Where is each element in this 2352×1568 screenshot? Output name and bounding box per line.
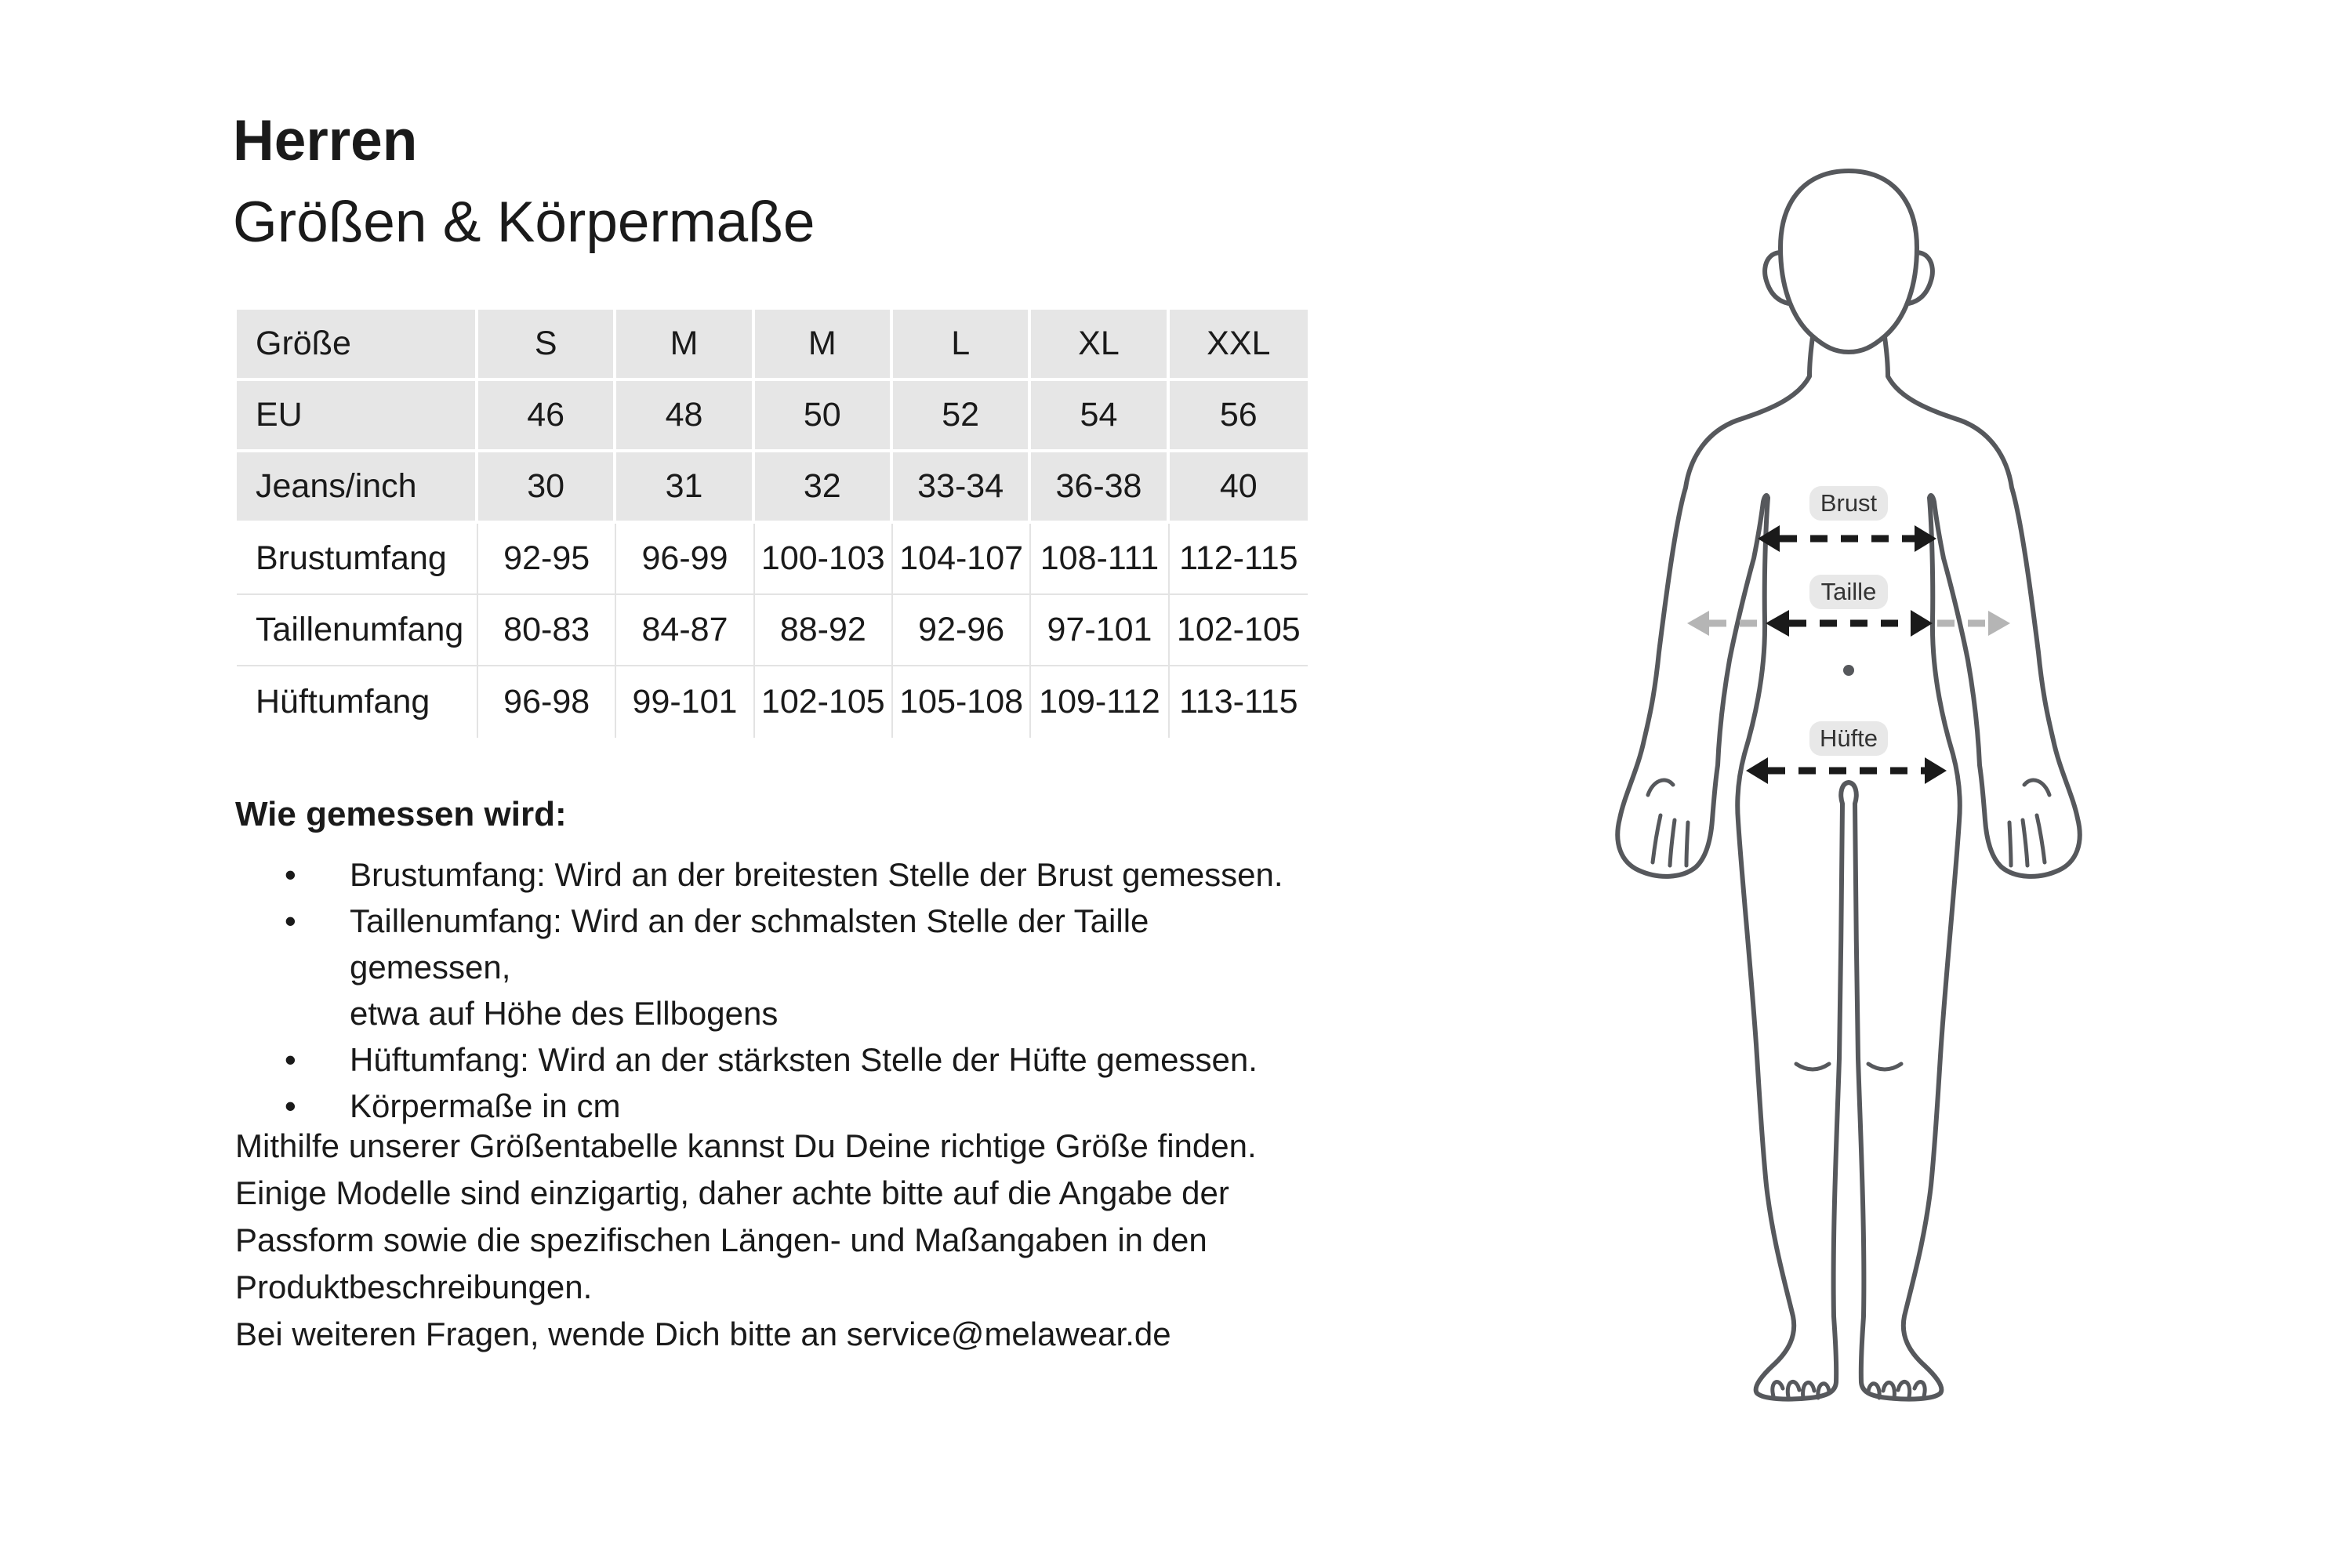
table-cell: 32 (755, 452, 893, 524)
bullet-icon: • (285, 856, 296, 893)
footer-line: Produktbeschreibungen. (235, 1269, 593, 1305)
chest-label: Brust (1820, 489, 1878, 517)
table-cell: 36-38 (1031, 452, 1169, 524)
table-header-s: S (478, 310, 616, 381)
row-label: Taillenumfang (237, 595, 478, 666)
footer-line: Einige Modelle sind einzigartig, daher achte bitte auf die Angabe der (235, 1174, 1229, 1211)
head-outline (1780, 171, 1917, 352)
list-item (259, 1036, 1294, 1083)
list-item (259, 898, 1294, 1036)
table-cell: 54 (1031, 381, 1169, 452)
row-label: EU (237, 381, 478, 452)
list-item (259, 851, 1294, 898)
table-cell: 88-92 (755, 595, 893, 666)
table-row (237, 666, 1308, 738)
table-header-l: L (893, 310, 1031, 381)
table-cell: 102-105 (755, 666, 893, 738)
table-cell: 100-103 (755, 524, 893, 595)
hip-label-pill (1809, 721, 1888, 756)
navel-dot (1843, 665, 1854, 676)
row-label: Hüftumfang (237, 666, 478, 738)
bullet-icon: • (285, 902, 296, 939)
row-label: Jeans/inch (237, 452, 478, 524)
table-cell: 92-95 (478, 524, 616, 595)
table-cell: 113-115 (1170, 666, 1308, 738)
page-title (233, 100, 815, 263)
table-cell: 99-101 (616, 666, 754, 738)
footer-paragraph (235, 1123, 1257, 1358)
bullet-text: etwa auf Höhe des Ellbogens (350, 995, 779, 1032)
table-cell: 104-107 (893, 524, 1031, 595)
table-cell: 48 (616, 381, 754, 452)
table-header-m1: M (616, 310, 754, 381)
bullet-text: Brustumfang: Wird an der breitesten Stelle der Brust gemessen. (350, 856, 1283, 893)
body-measurement-diagram (1599, 149, 2101, 1435)
body-figure-svg (1599, 149, 2101, 1435)
table-header-xl: XL (1031, 310, 1169, 381)
waist-label-pill (1809, 575, 1888, 609)
table-row (237, 452, 1308, 524)
size-table (237, 310, 1308, 738)
table-cell: 109-112 (1031, 666, 1169, 738)
footer-line: Bei weiteren Fragen, wende Dich bitte an service@melawear.de (235, 1316, 1171, 1352)
table-cell: 80-83 (478, 595, 616, 666)
table-cell: 50 (755, 381, 893, 452)
bullet-text: Taillenumfang: Wird an der schmalsten Stelle der Taille gemessen, (350, 902, 1149, 985)
table-cell: 97-101 (1031, 595, 1169, 666)
page-title-category: Herren (233, 109, 418, 172)
bullet-text: Hüftumfang: Wird an der stärksten Stelle der Hüfte gemessen. (350, 1041, 1258, 1078)
table-cell: 31 (616, 452, 754, 524)
table-cell: 33-34 (893, 452, 1031, 524)
waist-label: Taille (1820, 578, 1877, 605)
bullet-icon: • (285, 1087, 296, 1124)
table-cell: 40 (1170, 452, 1308, 524)
bullet-icon: • (285, 1041, 296, 1078)
table-header-row (237, 310, 1308, 381)
table-header-m2: M (755, 310, 893, 381)
table-cell: 112-115 (1170, 524, 1308, 595)
table-cell: 102-105 (1170, 595, 1308, 666)
measure-section-heading: Wie gemessen wird: (235, 795, 567, 833)
table-header-size: Größe (237, 310, 478, 381)
table-cell: 30 (478, 452, 616, 524)
row-label: Brustumfang (237, 524, 478, 595)
table-cell: 52 (893, 381, 1031, 452)
chest-label-pill (1809, 486, 1888, 521)
table-row (237, 524, 1308, 595)
table-cell: 108-111 (1031, 524, 1169, 595)
table-cell: 96-99 (616, 524, 754, 595)
table-cell: 105-108 (893, 666, 1031, 738)
table-cell: 46 (478, 381, 616, 452)
page-title-subtitle: Größen & Körpermaße (233, 191, 815, 254)
table-cell: 96-98 (478, 666, 616, 738)
table-row (237, 381, 1308, 452)
table-cell: 92-96 (893, 595, 1031, 666)
table-cell: 56 (1170, 381, 1308, 452)
measure-bullet-list (259, 851, 1294, 1129)
table-row (237, 595, 1308, 666)
bullet-text: Körpermaße in cm (350, 1087, 621, 1124)
footer-line: Passform sowie die spezifischen Längen- und Maßangaben in den (235, 1221, 1207, 1258)
table-header-xxl: XXL (1170, 310, 1308, 381)
table-cell: 84-87 (616, 595, 754, 666)
footer-line: Mithilfe unserer Größentabelle kannst Du Deine richtige Größe finden. (235, 1127, 1257, 1164)
hip-label: Hüfte (1819, 724, 1878, 752)
